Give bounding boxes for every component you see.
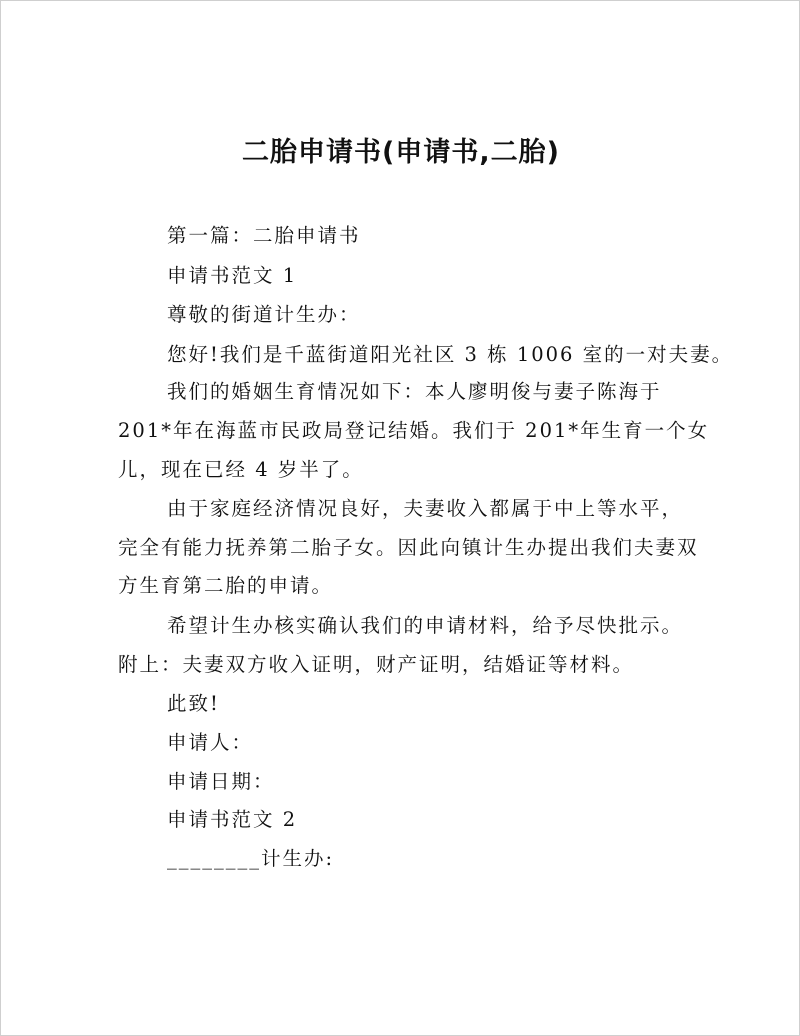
paragraph-line: 儿，现在已经 4 岁半了。: [118, 458, 364, 481]
attachments-line: 附上：夫妻双方收入证明，财产证明，结婚证等材料。: [118, 653, 635, 676]
paragraph-line: 完全有能力抚养第二胎子女。因此向镇计生办提出我们夫妻双: [118, 536, 699, 559]
document-title: 二胎申请书(申请书,二胎): [242, 137, 560, 168]
recipient-line: ________计生办:: [167, 847, 335, 870]
section-heading: 第一篇：二胎申请书: [167, 224, 361, 247]
closing-line: 此致!: [167, 692, 220, 715]
sample-heading: 申请书范文 2: [167, 808, 298, 831]
sample-heading: 申请书范文 1: [167, 264, 298, 287]
applicant-line: 申请人：: [167, 731, 254, 754]
paragraph-line: 201*年在海蓝市民政局登记结婚。我们于 201*年生育一个女: [118, 419, 710, 442]
greeting-paragraph: 您好!我们是千蓝街道阳光社区 3 栋 1006 室的一对夫妻。: [167, 343, 734, 366]
salutation: 尊敬的街道计生办：: [167, 303, 361, 326]
paragraph-line: 我们的婚姻生育情况如下：本人廖明俊与妻子陈海于: [167, 380, 662, 403]
paragraph-line: 希望计生办核实确认我们的申请材料，给予尽快批示。: [167, 614, 684, 637]
paragraph-line: 由于家庭经济情况良好，夫妻收入都属于中上等水平，: [167, 497, 684, 520]
date-line: 申请日期：: [167, 770, 275, 793]
paragraph-line: 方生育第二胎的申请。: [118, 574, 334, 597]
